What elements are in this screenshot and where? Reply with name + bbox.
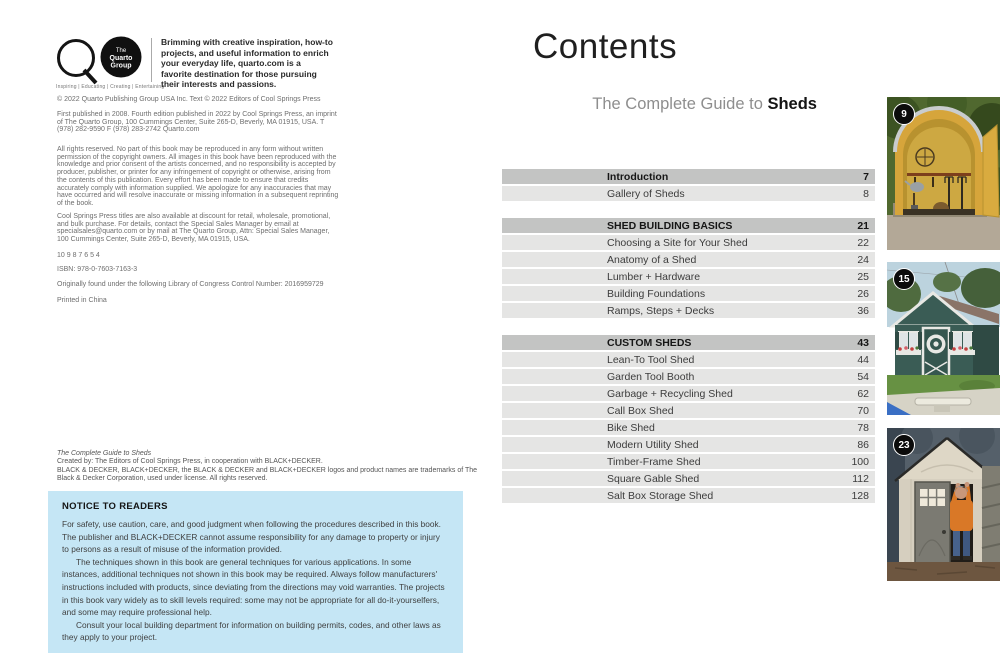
toc-label: Gallery of Sheds	[607, 187, 685, 200]
toc-page-number: 78	[857, 421, 869, 434]
toc-page-number: 128	[851, 489, 869, 502]
toc-row-garbage-recycling-shed	[502, 386, 875, 401]
toc-page-number: 8	[863, 187, 869, 200]
notice-paragraph-2: The techniques shown in this book are general techniques for various applications. In some instances, additional techniques not shown in this book may be required. Always follow manufacturers' instructions included with products, since deviating from the directions may void warranties. The projects in this book vary widely as to skill levels required: some may not be appropriate for all do-it-yourselfers, and some may require professional help.	[62, 556, 445, 618]
svg-text:Quarto: Quarto	[109, 55, 133, 62]
quarto-q-icon	[59, 41, 97, 84]
toc-group-shed-building-basics	[502, 218, 875, 318]
toc-page-number: 112	[852, 472, 869, 485]
toc-label: Timber-Frame Shed	[607, 455, 701, 468]
toc-page-number: 22	[857, 236, 869, 249]
toc-row-choosing-a-site	[502, 235, 875, 250]
copyright-line: © 2022 Quarto Publishing Group USA Inc. Text © 2022 Editors of Cool Springs Press	[57, 96, 321, 103]
toc-label: Bike Shed	[607, 421, 655, 434]
toc-row-bike-shed	[502, 420, 875, 435]
toc-label: Garden Tool Booth	[607, 370, 695, 383]
toc-group-custom-sheds	[502, 335, 875, 503]
toc-row-garden-tool-booth	[502, 369, 875, 384]
toc-label: Choosing a Site for Your Shed	[607, 236, 748, 249]
toc-page-number: 26	[857, 287, 869, 300]
notice-paragraph-1: For safety, use caution, care, and good judgment when following the procedures described in this book. The publisher and BLACK+DECKER cannot assume responsibility for any damage to property or injury to persons as a result of misuse of the information provided.	[62, 519, 441, 555]
toc-label: SHED BUILDING BASICS	[607, 219, 733, 232]
svg-text:The: The	[115, 48, 127, 54]
isbn: ISBN: 978-0-7603-7163-3	[57, 266, 138, 273]
toc-label: CUSTOM SHEDS	[607, 336, 692, 349]
toc-row-ramps-steps-decks	[502, 303, 875, 318]
credits-created-by: Created by: The Editors of Cool Springs Press, in cooperation with BLACK+DECKER.	[57, 458, 323, 466]
quarto-tagline: Brimming with creative inspiration, how-to projects, and useful information to enrich your everyday life, quarto.com is a favorite destination for those pursuing their interests and passions.	[161, 37, 333, 90]
credits-trademarks: BLACK & DECKER, BLACK+DECKER, the BLACK & DECKER and BLACK+DECKER logos and product names are trademarks of The Black & Decker Corporation, used under license. All rights reserved.	[57, 466, 478, 483]
toc-row-call-box-shed	[502, 403, 875, 418]
special-sales-paragraph: Cool Springs Press titles are also available at discount for retail, wholesale, promotional, and bulk purchase. For details, contact the Special Sales Manager by email at specialsales@quarto.com or by mail at The Quarto Group, Attn: Special Sales Manager, 100 Cummings Center, Suite 265-D, Beverly, MA 01915, USA.	[57, 213, 331, 244]
notice-title: NOTICE TO READERS	[62, 501, 168, 512]
toc-label: Lean-To Tool Shed	[607, 353, 695, 366]
toc-row-timber-frame-shed	[502, 454, 875, 469]
rights-paragraph: All rights reserved. No part of this book may be reproduced in any form without written permission of the copyright owners. All images in this book have been reproduced with the knowledge and prior consent of the artists concerned, and no responsibility is accepted by producer, publisher, or printer for any infringement of copyright or otherwise, arising from the contents of this publication. Every effort has been made to ensure that credits accurately comply with information supplied. We apologize for any inaccuracies that may have occurred and will resolve inaccurate or missing information in a subsequent reprinting of the book.	[57, 146, 339, 207]
publication-info: First published in 2008. Fourth edition published in 2022 by Cool Springs Press, an imprint of The Quarto Group, 100 Cummings Center, Suite 265-D, Beverly, MA 01915, USA. T (978) 282-9590 F (978) 283-2742 Quarto.com	[57, 111, 337, 134]
page-badge: 9	[893, 103, 915, 125]
notice-to-readers-box	[48, 491, 463, 653]
svg-text:Group: Group	[110, 62, 132, 70]
toc-page-number: 70	[857, 404, 869, 417]
toc-page-number: 44	[857, 353, 869, 366]
toc-label: Garbage + Recycling Shed	[607, 387, 733, 400]
toc-group-introduction	[502, 169, 875, 201]
toc-label: Introduction	[607, 170, 669, 183]
toc-page-number: 24	[857, 253, 869, 266]
lccn: Originally found under the following Library of Congress Control Number: 2016959729	[57, 281, 324, 288]
photo-garden-tool-booth	[887, 97, 1000, 250]
toc-row-modern-utility-shed	[502, 437, 875, 452]
toc-label: Square Gable Shed	[607, 472, 700, 485]
toc-label: Salt Box Storage Shed	[607, 489, 714, 502]
toc-row-shed-building-basics	[502, 218, 875, 233]
page-badge: 23	[893, 434, 915, 456]
photo-vinyl-shed-install	[887, 428, 1000, 581]
credits-block	[57, 450, 481, 484]
page-title: Contents	[533, 27, 678, 66]
toc-row-lumber-hardware	[502, 269, 875, 284]
toc-page-number: 25	[857, 270, 869, 283]
page-badge: 15	[893, 268, 915, 290]
toc-label: Modern Utility Shed	[607, 438, 699, 451]
quarto-circle-badge	[101, 37, 142, 78]
toc-page-number: 54	[857, 370, 869, 383]
toc-row-salt-box-storage-shed	[502, 488, 875, 503]
toc-page-number: 43	[857, 336, 869, 349]
toc-row-square-gable-shed	[502, 471, 875, 486]
credits-book-title: The Complete Guide to Sheds	[57, 450, 152, 457]
toc-page-number: 36	[857, 304, 869, 317]
toc-page-number: 86	[857, 438, 869, 451]
quarto-strapline: Inspiring | Educating | Creating | Entertaining	[56, 84, 165, 90]
book-subtitle	[505, 95, 817, 114]
toc-page-number: 62	[857, 387, 869, 400]
printed-in: Printed in China	[57, 297, 107, 304]
subtitle-bold: Sheds	[767, 95, 817, 113]
printing-numbers: 10 9 8 7 6 5 4	[57, 252, 100, 259]
toc-label: Building Foundations	[607, 287, 706, 300]
toc-label: Call Box Shed	[607, 404, 674, 417]
quarto-logo	[55, 36, 147, 86]
toc-label: Anatomy of a Shed	[607, 253, 697, 266]
toc-label: Ramps, Steps + Decks	[607, 304, 715, 317]
toc-page-number: 7	[863, 170, 869, 183]
toc-row-gallery-of-sheds	[502, 186, 875, 201]
toc-row-lean-to-tool-shed	[502, 352, 875, 367]
logo-divider	[151, 38, 152, 82]
notice-paragraph-3: Consult your local building department for information on building permits, codes, and other laws as they apply to your project.	[62, 619, 441, 643]
toc-row-introduction	[502, 169, 875, 184]
toc-row-custom-sheds	[502, 335, 875, 350]
table-of-contents	[502, 169, 875, 520]
toc-row-anatomy-of-a-shed	[502, 252, 875, 267]
toc-page-number: 21	[857, 219, 869, 232]
photo-poolside-shed	[887, 262, 1000, 415]
toc-label: Lumber + Hardware	[607, 270, 701, 283]
subtitle-prefix: The Complete Guide to	[592, 95, 768, 113]
toc-row-building-foundations	[502, 286, 875, 301]
toc-page-number: 100	[851, 455, 869, 468]
